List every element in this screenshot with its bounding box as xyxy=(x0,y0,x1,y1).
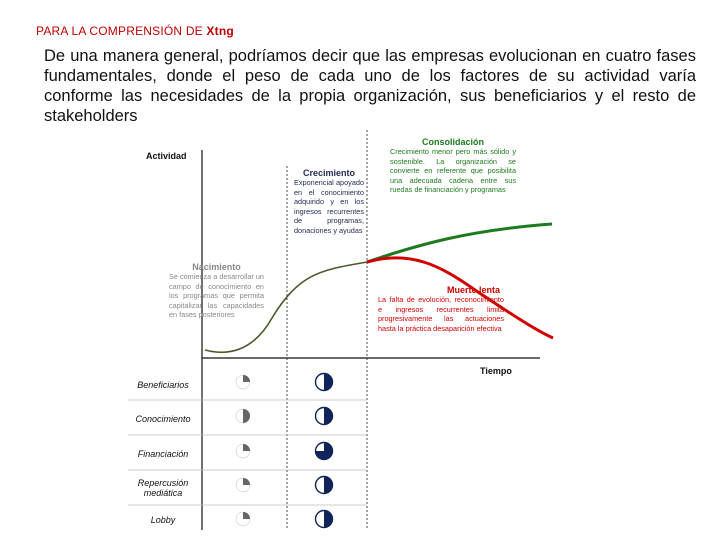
stage-consolidacion-text: Crecimiento menor pero más sólido y sostenible. La organización se convierte en referente que posibilita una adecuada cadena entre sus ruedas de financiación y programas xyxy=(390,147,516,195)
stage-consolidacion xyxy=(390,137,516,195)
stage-nacimiento-title: Nacimiento xyxy=(192,262,241,272)
factor-pie-fase1-fill xyxy=(243,375,250,382)
factor-label-repercusion-mediatica: Repercusión mediática xyxy=(137,478,189,498)
y-axis-label: Actividad xyxy=(146,151,187,161)
stage-muerte-lenta-text: La falta de evolución, reconocimiento e ingresos recurrentes limita progresivamente las actuaciones hasta la práctica desaparición efectiva xyxy=(378,295,504,333)
stage-muerte-lenta-title: Muerte lenta xyxy=(446,285,500,295)
x-axis-label: Tiempo xyxy=(480,366,512,376)
factor-label-conocimiento: Conocimiento xyxy=(135,414,191,424)
stage-muerte-lenta xyxy=(378,285,504,333)
stage-crecimiento xyxy=(294,168,364,236)
stage-crecimiento-title: Crecimiento xyxy=(302,168,355,178)
factor-pie-fase2-fill xyxy=(324,374,333,391)
factor-pie-fase2-fill xyxy=(324,408,333,425)
factor-pie-fase2-fill xyxy=(324,477,333,494)
consolidation-curve xyxy=(367,224,552,262)
factor-label-financiacion: Financiación xyxy=(137,449,189,459)
stage-consolidacion-title: Consolidación xyxy=(421,137,484,147)
factor-pie-fase1-fill xyxy=(243,444,250,451)
intro-paragraph: De una manera general, podríamos decir que las empresas evolucionan en cuatro fases fundamentales, donde el peso de cada uno de los factores de su actividad varía conforme las necesidades de la propia organización, sus beneficiarios y el resto de stakeholders xyxy=(44,47,696,125)
factor-pie-fase1-fill xyxy=(243,478,250,485)
stage-crecimiento-text: Exponencial apoyado en el conocimiento adquirido y en los ingresos recurrentes de programas, donaciones y ayudas xyxy=(294,178,364,235)
header-brand: Xtng xyxy=(206,24,234,38)
factor-label-beneficiarios: Beneficiarios xyxy=(137,380,189,390)
factor-pie-fase1-fill xyxy=(243,409,250,423)
factor-label-lobby: Lobby xyxy=(150,515,176,525)
factor-pie-fase1-fill xyxy=(243,512,250,519)
header-prefix: PARA LA COMPRENSIÓN DE xyxy=(36,24,207,38)
factor-pie-fase2-fill xyxy=(324,511,333,528)
stage-nacimiento xyxy=(169,262,264,320)
stage-nacimiento-text: Se comienza a desarrollar un campo de conocimiento en los programas que permita capitalizar las capacidades en fases posteriores xyxy=(169,272,264,320)
